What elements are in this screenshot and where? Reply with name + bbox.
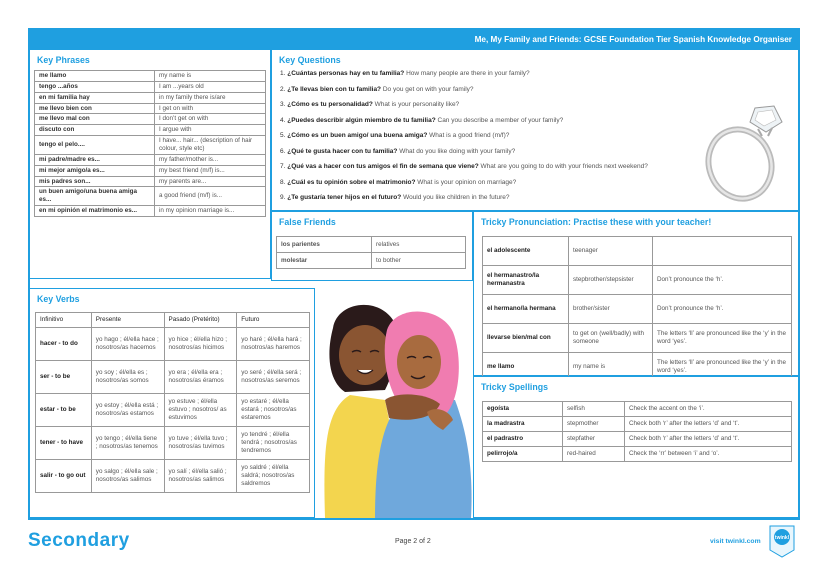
question-spanish: ¿Te llevas bien con tu familia? xyxy=(287,85,382,93)
key-phrase-row-cell: my parents are... xyxy=(155,176,266,187)
twinkl-badge-text: twinkl xyxy=(774,535,790,541)
secondary-logo: Secondary xyxy=(28,530,130,551)
verb-row-cell: yo seré ; él/ella será ; nosotros/as seremos xyxy=(237,361,310,394)
question-number: 3. xyxy=(280,101,286,108)
key-phrase-row-cell: tengo ...años xyxy=(35,81,155,92)
key-verbs-heading: Key Verbs xyxy=(37,294,80,304)
verb-column-header: Presente xyxy=(91,313,164,328)
false-friend-row xyxy=(277,237,466,253)
pronunciation-row-cell: Don’t pronounce the ‘h’. xyxy=(653,295,792,324)
verb-row-cell: yo era ; él/ella era ; nosotros/as éramos xyxy=(164,361,237,394)
key-phrase-row-cell: en mi familia hay xyxy=(35,92,155,103)
verb-column-header: Infinitivo xyxy=(36,313,92,328)
pronunciation-row xyxy=(483,266,792,295)
spelling-row xyxy=(483,402,792,417)
key-phrase-row-cell: mi padre/madre es... xyxy=(35,154,155,165)
question-english: Do you get on with your family? xyxy=(382,85,474,93)
spelling-row-cell: la madrastra xyxy=(483,417,563,432)
pronunciation-row-cell: llevarse bien/mal con xyxy=(483,324,569,353)
question-number: 2. xyxy=(280,85,286,93)
key-phrase-row-cell: in my opinion marriage is... xyxy=(155,206,266,217)
question-english: Would you like children in the future? xyxy=(403,194,510,201)
ring-illustration xyxy=(700,100,790,208)
verb-column-header: Futuro xyxy=(237,313,310,328)
key-phrase-row xyxy=(35,103,266,114)
spelling-row-cell: egoísta xyxy=(483,402,563,417)
verb-row xyxy=(36,361,310,394)
false-friend-row-cell: to bother xyxy=(372,253,466,269)
verb-header-row xyxy=(36,313,310,328)
spelling-row xyxy=(483,432,792,447)
question-item xyxy=(280,82,790,98)
question-spanish: ¿Puedes describir algún miembro de tu familia? xyxy=(287,116,436,124)
key-phrase-row xyxy=(35,92,266,103)
verb-row xyxy=(36,328,310,361)
key-phrase-row-cell: in my family there is/are xyxy=(155,92,266,103)
key-phrase-row-cell: me llamo xyxy=(35,71,155,82)
pronunciation-row-cell: Don’t pronounce the ‘h’. xyxy=(653,266,792,295)
false-friend-row-cell: relatives xyxy=(372,237,466,253)
verb-row-cell: tener - to have xyxy=(36,427,92,460)
key-phrase-row-cell: me llevo mal con xyxy=(35,114,155,125)
spelling-row-cell: el padrastro xyxy=(483,432,563,447)
verb-row-cell: yo tuve ; él/ella tuvo ; nosotros/as tuvimos xyxy=(164,427,237,460)
pronunciation-row-cell: The letters ‘ll’ are pronounced like the ‘y’ in the word ‘yes’. xyxy=(653,324,792,353)
question-english: How many people are there in your family? xyxy=(406,70,530,77)
key-phrase-row xyxy=(35,154,266,165)
false-friend-row xyxy=(277,253,466,269)
visit-link[interactable]: visit twinkl.com xyxy=(710,538,761,545)
verb-row-cell: estar - to be xyxy=(36,394,92,427)
pronunciation-row-cell: el hermano/la hermana xyxy=(483,295,569,324)
key-phrase-row xyxy=(35,206,266,217)
question-english: Can you describe a member of your family? xyxy=(437,116,564,124)
question-number: 6. xyxy=(280,147,286,155)
pronunciation-row-cell: The letters ‘ll’ are pronounced like the ‘y’ in the word ‘yes’. xyxy=(653,353,792,382)
key-questions-heading: Key Questions xyxy=(279,55,341,65)
key-phrase-row xyxy=(35,125,266,136)
tricky-pronunciation-table xyxy=(482,236,792,382)
verb-row xyxy=(36,427,310,460)
question-number: 5. xyxy=(280,132,286,139)
pronunciation-row-cell: el adolescente xyxy=(483,237,569,266)
key-phrase-row-cell: en mi opinión el matrimonio es... xyxy=(35,206,155,217)
key-phrase-row-cell: I don’t get on with xyxy=(155,114,266,125)
pronunciation-row-cell: stepbrother/stepsister xyxy=(569,266,653,295)
key-phrase-row-cell: I argue with xyxy=(155,125,266,136)
pronunciation-row-cell xyxy=(653,237,792,266)
question-number: 9. xyxy=(280,194,286,201)
spelling-row-cell: pelirrojo/a xyxy=(483,447,563,462)
question-number: 4. xyxy=(280,116,286,124)
key-phrase-row xyxy=(35,81,266,92)
spelling-row-cell: stepfather xyxy=(563,432,625,447)
verb-column-header: Pasado (Pretérito) xyxy=(164,313,237,328)
verb-row-cell: yo estaré ; él/ella estará ; nosotros/as estaremos xyxy=(237,394,310,427)
question-item xyxy=(280,66,790,82)
key-phrase-row-cell: me llevo bien con xyxy=(35,103,155,114)
verb-row-cell: yo saldré ; él/ella saldrá; nosotros/as saldremos xyxy=(237,460,310,493)
pronunciation-row-cell: my name is xyxy=(569,353,653,382)
verb-row-cell: yo estoy ; él/ella está ; nosotros/as estamos xyxy=(91,394,164,427)
spelling-row xyxy=(483,417,792,432)
verb-row xyxy=(36,460,310,493)
key-phrase-row-cell: un buen amigo/una buena amiga es... xyxy=(35,187,155,206)
spelling-row-cell: Check the ‘rr’ between ‘i’ and ‘o’. xyxy=(625,447,792,462)
key-phrases-heading: Key Phrases xyxy=(37,55,90,65)
friends-hugging-illustration xyxy=(315,300,473,518)
key-phrases-table xyxy=(34,70,266,217)
verb-row-cell: yo salgo ; él/ella sale ; nosotros/as salimos xyxy=(91,460,164,493)
key-phrase-row-cell: tengo el pelo.... xyxy=(35,136,155,155)
verb-row-cell: hacer - to do xyxy=(36,328,92,361)
question-spanish: ¿Cuál es tu opinión sobre el matrimonio? xyxy=(287,178,416,186)
verb-row-cell: salir - to go out xyxy=(36,460,92,493)
question-english: What is your opinion on marriage? xyxy=(417,178,517,186)
page-number: Page 2 of 2 xyxy=(395,538,431,545)
spelling-row-cell: red-haired xyxy=(563,447,625,462)
key-phrase-row-cell: mis padres son... xyxy=(35,176,155,187)
question-spanish: ¿Qué te gusta hacer con tu familia? xyxy=(287,147,398,155)
question-spanish: ¿Qué vas a hacer con tus amigos el fin de semana que viene? xyxy=(287,163,479,170)
verb-row-cell: yo hago ; él/ella hace ; nosotros/as hacemos xyxy=(91,328,164,361)
spelling-row-cell: Check the accent on the ‘i’. xyxy=(625,402,792,417)
verb-row-cell: yo tendré ; él/ella tendrá ; nosotros/as tendremos xyxy=(237,427,310,460)
verb-row-cell: yo soy ; él/ella es ; nosotros/as somos xyxy=(91,361,164,394)
key-phrase-row xyxy=(35,187,266,206)
key-phrase-row-cell: I am ...years old xyxy=(155,81,266,92)
twinkl-badge-icon xyxy=(768,524,796,558)
verb-row xyxy=(36,394,310,427)
spelling-row-cell: Check both ‘r’ after the letters ‘d’ and ‘t’. xyxy=(625,432,792,447)
question-spanish: ¿Cuántas personas hay en tu familia? xyxy=(287,70,405,77)
key-phrase-row-cell: my father/mother is... xyxy=(155,154,266,165)
key-verbs-table xyxy=(35,312,310,493)
tricky-spellings-heading: Tricky Spellings xyxy=(481,382,548,392)
pronunciation-row-cell: teenager xyxy=(569,237,653,266)
pronunciation-row-cell: to get on (well/badly) with someone xyxy=(569,324,653,353)
pronunciation-row-cell: me llamo xyxy=(483,353,569,382)
question-spanish: ¿Cómo es tu personalidad? xyxy=(287,101,373,108)
key-phrase-row-cell: I have... hair... (description of hair colour, style etc) xyxy=(155,136,266,155)
question-number: 1. xyxy=(280,70,286,77)
spelling-row-cell: Check both ‘r’ after the letters ‘d’ and ‘t’. xyxy=(625,417,792,432)
false-friend-row-cell: los parientes xyxy=(277,237,372,253)
verb-row-cell: ser - to be xyxy=(36,361,92,394)
question-english: What are you going to do with your friends next weekend? xyxy=(480,163,648,170)
key-phrase-row xyxy=(35,114,266,125)
tricky-pronunciation-heading: Tricky Pronunciation: Practise these with your teacher! xyxy=(481,217,712,227)
pronunciation-row-cell: brother/sister xyxy=(569,295,653,324)
key-phrase-row xyxy=(35,71,266,82)
question-english: What is your personality like? xyxy=(374,101,460,108)
verb-row-cell: yo hice ; él/ella hizo ; nosotros/as hicimos xyxy=(164,328,237,361)
verb-row-cell: yo tengo ; él/ella tiene ; nosotros/as tenemos xyxy=(91,427,164,460)
page-title: Me, My Family and Friends: GCSE Foundation Tier Spanish Knowledge Organiser xyxy=(30,30,798,50)
verb-row-cell: yo salí ; él/ella salió ; nosotros/as salimos xyxy=(164,460,237,493)
question-spanish: ¿Cómo es un buen amigo/ una buena amiga? xyxy=(287,132,428,139)
false-friends-heading: False Friends xyxy=(279,217,336,227)
question-number: 7. xyxy=(280,163,286,170)
spelling-row-cell: stepmother xyxy=(563,417,625,432)
question-spanish: ¿Te gustaría tener hijos en el futuro? xyxy=(287,194,402,201)
question-english: What is a good friend (m/f)? xyxy=(429,132,510,139)
key-phrase-row-cell: my name is xyxy=(155,71,266,82)
key-phrase-row-cell: discuto con xyxy=(35,125,155,136)
verb-row-cell: yo estuve ; él/ella estuvo ; nosotros/ as estuvimos xyxy=(164,394,237,427)
key-phrase-row xyxy=(35,165,266,176)
pronunciation-row xyxy=(483,295,792,324)
false-friend-row-cell: molestar xyxy=(277,253,372,269)
spelling-row xyxy=(483,447,792,462)
pronunciation-row-cell: el hermanastro/la hermanastra xyxy=(483,266,569,295)
verb-row-cell: yo haré ; él/ella hará ; nosotros/as haremos xyxy=(237,328,310,361)
false-friends-table xyxy=(276,236,466,269)
key-phrase-row-cell: mi mejor amigo/a es... xyxy=(35,165,155,176)
key-phrase-row-cell: my best friend (m/f) is... xyxy=(155,165,266,176)
tricky-spellings-table xyxy=(482,401,792,462)
pronunciation-row xyxy=(483,324,792,353)
key-phrase-row-cell: a good friend (m/f) is... xyxy=(155,187,266,206)
key-phrase-row xyxy=(35,176,266,187)
question-number: 8. xyxy=(280,178,286,186)
key-phrase-row xyxy=(35,136,266,155)
key-phrase-row-cell: I get on with xyxy=(155,103,266,114)
pronunciation-row xyxy=(483,237,792,266)
spelling-row-cell: selfish xyxy=(563,402,625,417)
question-english: What do you like doing with your family? xyxy=(399,147,516,155)
